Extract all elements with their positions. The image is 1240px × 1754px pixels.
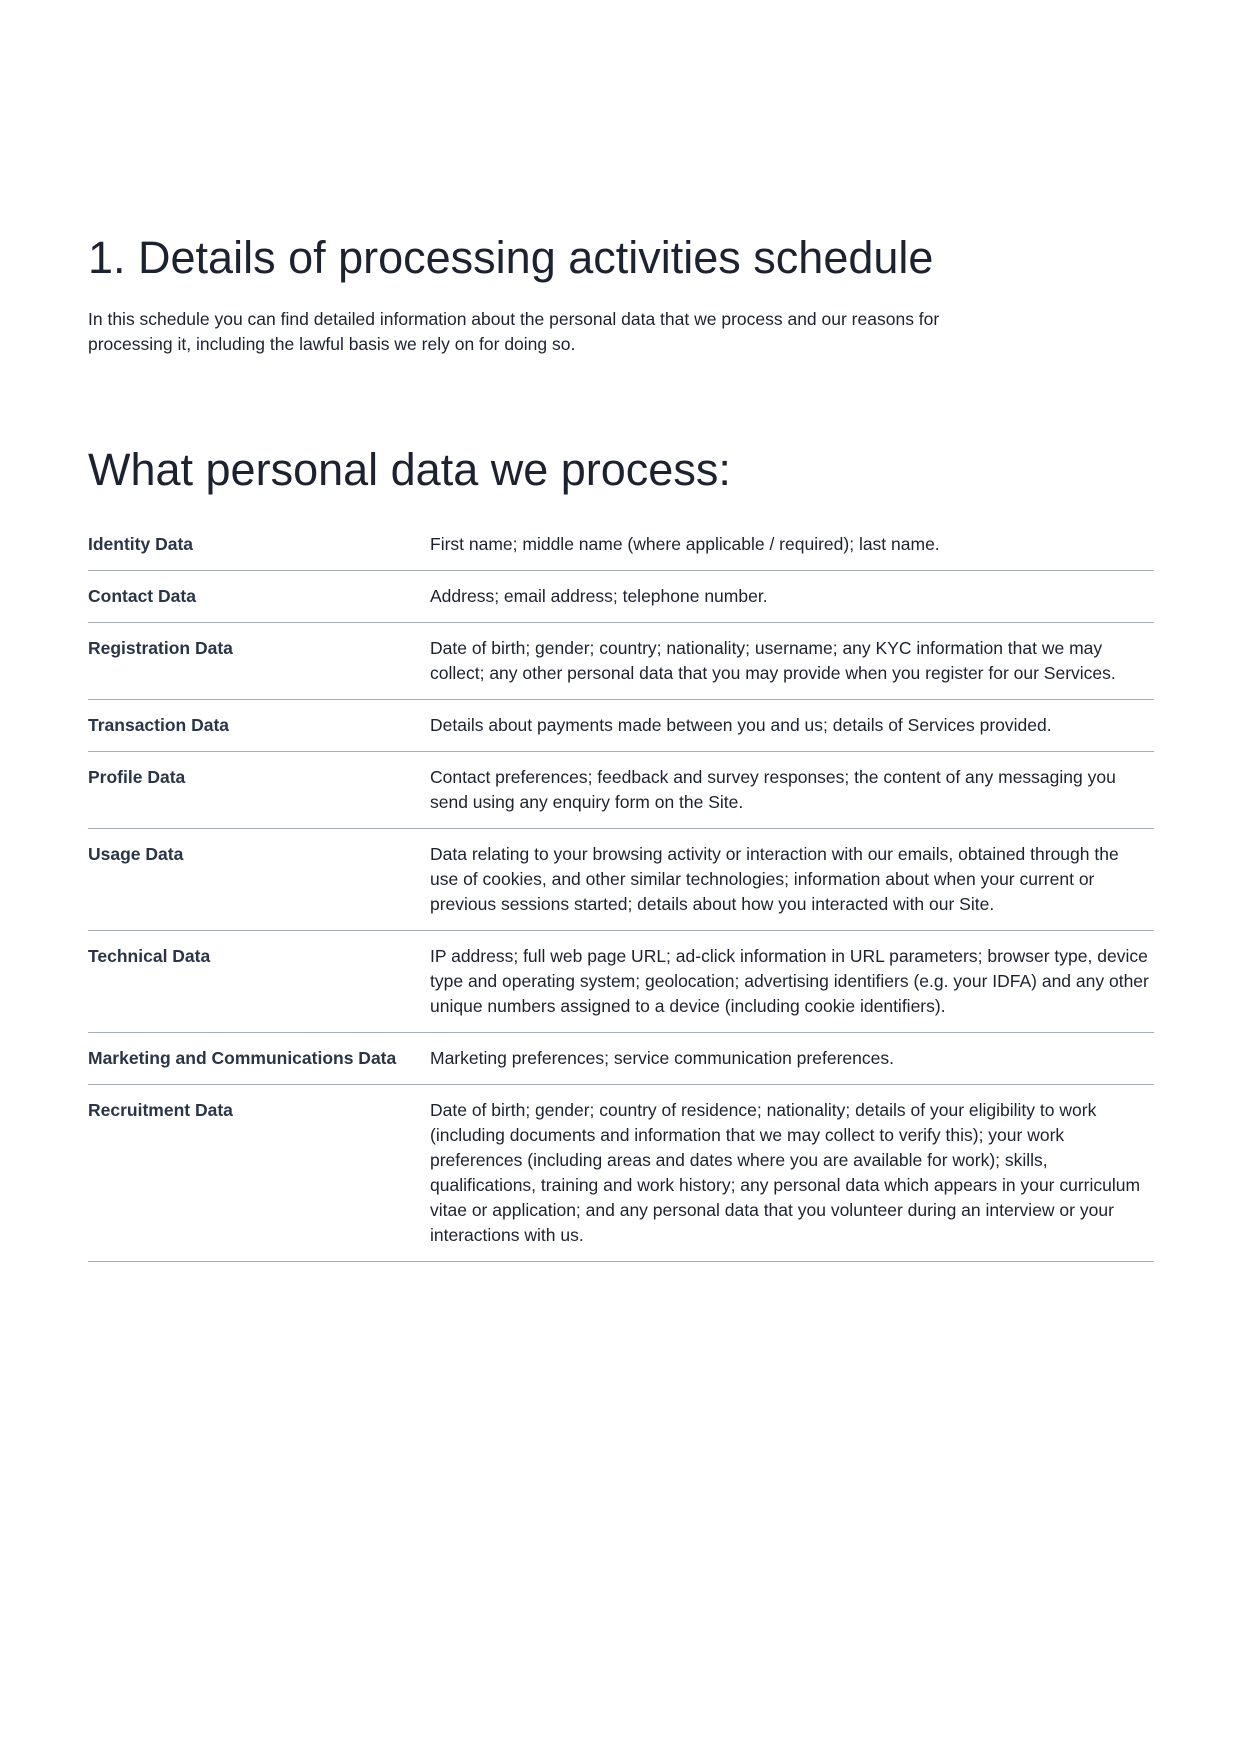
row-category: Contact Data xyxy=(88,586,196,606)
table-row xyxy=(88,636,1154,700)
row-description: Date of birth; gender; country of residence; nationality; details of your eligibility to work (including documents and information that we may collect to verify this); your work preferences (including areas and dates where you are available for work); skills, qualifications, training and work history; any personal data which appears in your curriculum vitae or application; and any personal data that you volunteer during an interview or your interactions with us. xyxy=(430,1100,1141,1245)
intro-paragraph: In this schedule you can find detailed information about the personal data that we process and our reasons for processing it, including the lawful basis we rely on for doing so. xyxy=(88,309,940,354)
table-row xyxy=(88,842,1154,931)
row-description: Address; email address; telephone number. xyxy=(430,586,768,606)
row-description: First name; middle name (where applicable / required); last name. xyxy=(430,534,940,554)
row-description: Date of birth; gender; country; nationality; username; any KYC information that we may collect; any other personal data that you may provide when you register for our Services. xyxy=(430,638,1116,683)
row-description: Data relating to your browsing activity or interaction with our emails, obtained through the use of cookies, and other similar technologies; information about when your current or previous sessions started; details about how you interacted with our Site. xyxy=(430,844,1119,914)
table-row xyxy=(88,713,1154,752)
table-row xyxy=(88,1098,1154,1262)
row-category: Marketing and Communications Data xyxy=(88,1048,397,1068)
row-category: Identity Data xyxy=(88,534,194,554)
row-description: Contact preferences; feedback and survey responses; the content of any messaging you send using any enquiry form on the Site. xyxy=(430,767,1116,812)
table-row xyxy=(88,1046,1154,1085)
row-category: Technical Data xyxy=(88,946,211,966)
row-category: Transaction Data xyxy=(88,715,230,735)
row-category: Recruitment Data xyxy=(88,1100,233,1120)
row-description: Marketing preferences; service communication preferences. xyxy=(430,1048,894,1068)
personal-data-table xyxy=(88,532,1154,1262)
table-row xyxy=(88,532,1154,571)
row-description: IP address; full web page URL; ad-click information in URL parameters; browser type, device type and operating system; geolocation; advertising identifiers (e.g. your IDFA) and any other unique numbers assigned to a device (including cookie identifiers). xyxy=(430,946,1149,1016)
table-row xyxy=(88,584,1154,623)
row-category: Registration Data xyxy=(88,638,233,658)
section-title: 1. Details of processing activities schedule xyxy=(88,232,934,283)
row-description: Details about payments made between you and us; details of Services provided. xyxy=(430,715,1052,735)
table-row xyxy=(88,765,1154,829)
row-category: Profile Data xyxy=(88,767,186,787)
data-section-heading: What personal data we process: xyxy=(88,444,731,495)
table-row xyxy=(88,944,1154,1033)
row-category: Usage Data xyxy=(88,844,184,864)
